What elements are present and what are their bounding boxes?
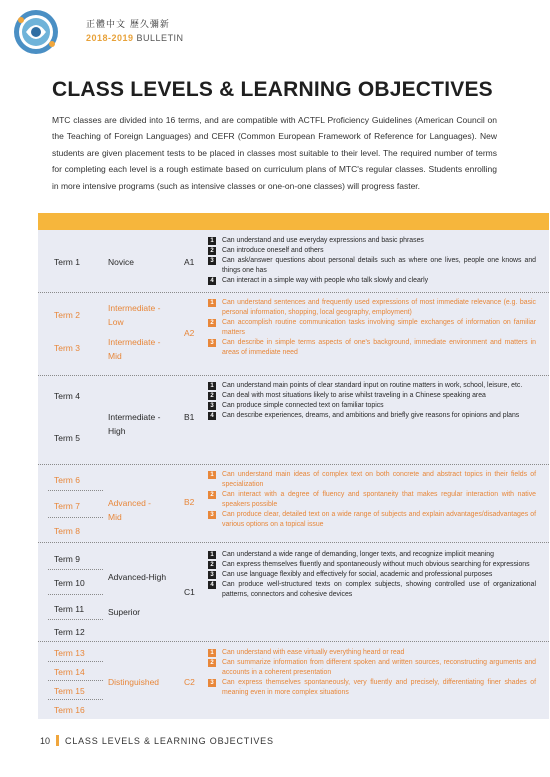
term-label: Term 1 — [54, 257, 80, 267]
objective-item: 1 Can understand sentences and frequently used expressions of most immediate relevance (e.g. basic personal information, shopping, local geography, employment) — [208, 298, 536, 318]
objective-item: 3 Can ask/answer questions about personal details such as where one lives, people one knows and things one has — [208, 256, 536, 276]
objectives-list — [208, 470, 536, 529]
term-label: Term 4 — [54, 391, 80, 401]
page-footer — [40, 735, 274, 746]
term-divider — [48, 619, 103, 620]
term-divider — [48, 594, 103, 595]
level-row-c2 — [38, 642, 549, 719]
term-label: Term 9 — [54, 554, 80, 564]
level-name: Intermediate -Low — [108, 303, 161, 327]
objective-item: 4 Can produce well-structured texts on complex subjects, showing controlled use of organizational patterns, connectors and cohesive devices — [208, 580, 536, 600]
level-code: B2 — [184, 497, 195, 507]
level-name: Novice — [108, 257, 134, 267]
term-divider — [48, 517, 103, 518]
objective-item: 3 Can produce clear, detailed text on a wide range of subjects and explain advantages/disadvantages of various options on a topical issue — [208, 510, 536, 530]
page-header — [12, 8, 542, 60]
page-number: 10 — [40, 736, 51, 746]
term-label: Term 7 — [54, 501, 80, 511]
intro-paragraph: MTC classes are divided into 16 terms, and are compatible with ACTFL Proficiency Guidelines (American Council on the Teaching of Foreign Languages) and CEFR (Common European Framework of Reference for Languages). New students are given placement tests to be placed in classes most suitable to their level. The required number of terms for completing each level is a rough estimate based on curriculum plans of MTC's regular classes. Students enrolling in more intensive programs (such as intensive classes or one-on-one classes) will progress faster. — [52, 115, 497, 191]
objective-item: 3 Can describe in simple terms aspects of one's background, immediate environment and matters in areas of immediate need — [208, 338, 536, 358]
objective-item: 2 Can express themselves fluently and spontaneously without much obvious searching for expressions — [208, 560, 536, 570]
term-label: Term 10 — [54, 578, 85, 588]
level-name: Advanced -Mid — [108, 498, 151, 522]
term-label: Term 16 — [54, 705, 85, 715]
objective-item: 3 Can produce simple connected text on familiar topics — [208, 401, 536, 411]
objective-item: 1 Can understand with ease virtually everything heard or read — [208, 648, 536, 658]
level-row-a1 — [38, 230, 549, 293]
term-label: Term 12 — [54, 627, 85, 637]
level-name: Intermediate -Mid — [108, 337, 161, 361]
header-chinese-text: 正體中文 歷久彌新 — [86, 20, 170, 30]
footer-title: CLASS LEVELS & LEARNING OBJECTIVES — [65, 736, 274, 746]
level-row-b1 — [38, 376, 549, 465]
term-divider — [48, 569, 103, 570]
term-label: Term 6 — [54, 475, 80, 485]
objectives-list — [208, 648, 536, 698]
objective-item: 3 Can use language flexibly and effectively for social, academic and professional purposes — [208, 570, 536, 580]
header-year: 2018-2019 BULLETIN — [86, 33, 184, 43]
objectives-list — [208, 298, 536, 357]
mtc-logo-icon — [12, 8, 60, 56]
level-row-b2 — [38, 465, 549, 543]
table-header-bar — [38, 213, 549, 230]
objective-item: 1 Can understand main ideas of complex text on both concrete and abstract topics in their fields of specialization — [208, 470, 536, 490]
objective-item: 2 Can deal with most situations likely to arise whilst traveling in a Chinese speaking area — [208, 391, 536, 401]
footer-divider — [56, 735, 59, 746]
term-divider — [48, 680, 103, 681]
objective-item: 3 Can express themselves spontaneously, very fluently and precisely, differentiating finer shades of meaning even in more complex situations — [208, 678, 536, 698]
term-label: Term 15 — [54, 686, 85, 696]
level-name: Advanced-High — [108, 572, 167, 582]
level-code: A1 — [184, 257, 195, 267]
term-divider — [48, 661, 103, 662]
objective-item: 1 Can understand main points of clear standard input on routine matters in work, school, leisure, etc. — [208, 381, 536, 391]
objective-item: 1 Can understand and use everyday expressions and basic phrases — [208, 236, 536, 246]
term-label: Term 13 — [54, 648, 85, 658]
level-code: B1 — [184, 412, 195, 422]
levels-table — [38, 213, 549, 719]
table-body — [38, 230, 549, 719]
level-name: Superior — [108, 607, 141, 617]
objectives-list — [208, 236, 536, 286]
objectives-list — [208, 550, 536, 600]
objective-item: 2 Can accomplish routine communication tasks involving simple exchanges of information on familiar matters — [208, 318, 536, 338]
term-divider — [48, 699, 103, 700]
level-name: Intermediate -High — [108, 412, 161, 436]
objectives-list — [208, 381, 536, 421]
objective-item: 2 Can interact with a degree of fluency and spontaneity that makes regular interaction with native speakers possible — [208, 490, 536, 510]
objective-item: 1 Can understand a wide range of demanding, longer texts, and recognize implicit meaning — [208, 550, 536, 560]
objective-item: 4 Can describe experiences, dreams, and ambitions and briefly give reasons for opinions and plans — [208, 411, 536, 421]
level-code: C1 — [184, 587, 195, 597]
term-divider — [48, 490, 103, 491]
term-label: Term 3 — [54, 343, 80, 353]
level-code: C2 — [184, 677, 195, 687]
page-title: CLASS LEVELS & LEARNING OBJECTIVES — [52, 78, 493, 101]
objective-item: 2 Can summarize information from different spoken and written sources, reconstructing arguments and accounts in a coherent presentation — [208, 658, 536, 678]
term-label: Term 14 — [54, 667, 85, 677]
objective-item: 4 Can interact in a simple way with people who talk slowly and clearly — [208, 276, 536, 286]
term-label: Term 8 — [54, 526, 80, 536]
level-row-c1 — [38, 543, 549, 642]
level-code: A2 — [184, 328, 195, 338]
term-label: Term 5 — [54, 433, 80, 443]
term-label: Term 2 — [54, 310, 80, 320]
term-label: Term 11 — [54, 604, 85, 614]
level-name: Distinguished — [108, 677, 160, 687]
level-row-a2 — [38, 293, 549, 376]
objective-item: 2 Can introduce oneself and others — [208, 246, 536, 256]
